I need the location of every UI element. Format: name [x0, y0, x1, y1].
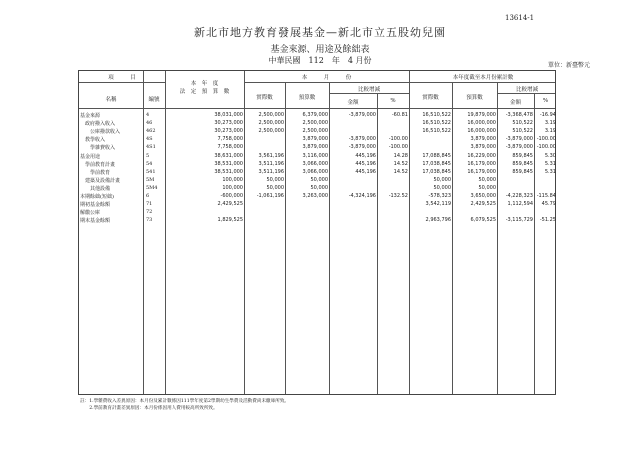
cell-m-budget: 3,879,000 — [302, 144, 328, 151]
header-month-actual: 實際數 — [256, 95, 273, 101]
cell-m-actual: 50,000 — [266, 176, 284, 183]
cell-m-budget: 50,000 — [310, 184, 328, 191]
cell-code: 71 — [146, 201, 153, 208]
cell-m-amount: 445,196 — [355, 160, 376, 167]
row-divider — [329, 93, 409, 94]
cell-c-budget: 16,000,000 — [467, 120, 496, 127]
cell-name: 其他設備 — [90, 185, 111, 192]
cell-name: 解繳公庫 — [80, 210, 101, 217]
cell-c-actual: 17,088,845 — [422, 152, 451, 159]
cell-m-actual: 2,500,000 — [258, 120, 284, 127]
cell-code: 46 — [146, 120, 153, 127]
cell-m-amount: -4,324,196 — [348, 193, 376, 199]
cell-m-amount: -3,879,000 — [348, 136, 376, 143]
cell-m-budget: 3,066,000 — [302, 160, 328, 167]
cell-m-pct: 14.52 — [393, 168, 408, 175]
row-divider — [497, 93, 555, 94]
header-cumulative: 本年度截至本月份累計數 — [452, 75, 514, 81]
cell-budget: 100,000 — [222, 184, 243, 191]
cell-name: 學雜費收入 — [90, 145, 116, 152]
cell-c-pct: 45.79 — [541, 201, 556, 208]
cell-m-actual: 2,500,000 — [258, 128, 284, 135]
cell-m-actual: 50,000 — [266, 184, 284, 191]
cell-c-actual: 50,000 — [433, 184, 451, 191]
cell-c-amount: 859,845 — [512, 152, 533, 159]
cell-c-actual: 2,963,796 — [425, 217, 451, 224]
cell-budget: 38,631,000 — [214, 152, 243, 159]
cell-m-budget: 6,379,000 — [302, 112, 328, 118]
cell-c-amount: -4,228,323 — [505, 193, 533, 199]
row-divider — [79, 82, 165, 83]
cell-budget: 1,829,525 — [217, 217, 243, 224]
cell-c-budget: 2,429,525 — [470, 201, 496, 208]
report-period: 中華民國 112 年 4 月份 — [268, 56, 372, 65]
header-cum-percent: % — [542, 98, 549, 104]
cell-c-budget: 3,879,000 — [470, 136, 496, 143]
cell-c-amount: -3,879,000 — [505, 136, 533, 143]
cell-m-budget: 3,263,000 — [302, 193, 328, 199]
row-divider — [244, 82, 555, 83]
footnote-2: 2.學前教育計畫差異原因：本月份係因用人費用較高所致所致。 — [80, 406, 218, 411]
cell-budget: -600,000 — [220, 193, 243, 199]
cell-name: 政府撥入收入 — [85, 121, 116, 128]
cell-c-amount: 510,522 — [512, 128, 533, 135]
cell-budget: 30,273,000 — [214, 120, 243, 127]
report-subtitle: 基金來源、用途及餘絀表 — [270, 45, 370, 55]
cell-c-pct: 5.31 — [544, 168, 556, 175]
cell-c-budget: 16,229,000 — [467, 152, 496, 159]
cell-c-budget: 19,879,000 — [467, 112, 496, 118]
header-cum-actual: 實際數 — [422, 95, 439, 101]
header-cum-estimate: 預算數 — [466, 95, 483, 101]
cell-c-budget: 3,650,000 — [470, 193, 496, 199]
header-code: 編號 — [148, 97, 160, 103]
cell-c-amount: -3,115,729 — [505, 217, 533, 224]
header-month-compare: 比較增減 — [357, 87, 380, 93]
cell-c-pct: 5.31 — [544, 160, 556, 167]
cell-m-pct: 14.52 — [393, 160, 408, 167]
cell-m-budget: 3,066,000 — [302, 168, 328, 175]
cell-m-budget: 3,879,000 — [302, 136, 328, 143]
cell-c-actual: 16,510,522 — [422, 128, 451, 135]
cell-m-actual: 3,511,196 — [258, 168, 284, 175]
cell-code: 4 — [146, 112, 150, 118]
cell-name: 教學收入 — [85, 137, 106, 144]
cell-c-actual: 17,038,845 — [422, 168, 451, 175]
cell-m-amount: 445,196 — [355, 168, 376, 175]
cell-c-pct: -51.25 — [539, 217, 556, 224]
cell-code: 54 — [146, 160, 153, 167]
cell-name: 學前教育 — [90, 169, 111, 176]
cell-m-amount: 445,196 — [355, 152, 376, 159]
cell-code: 72 — [146, 209, 153, 216]
cell-c-amount: -3,879,000 — [505, 144, 533, 151]
cell-c-amount: 859,845 — [512, 168, 533, 175]
header-month: 本 月 份 — [301, 75, 352, 81]
cell-c-pct: -16.94 — [539, 112, 556, 118]
cell-name: 期初基金餘額 — [80, 202, 111, 209]
header-name: 名稱 — [105, 97, 117, 103]
cell-c-actual: 17,038,845 — [422, 160, 451, 167]
header-month-estimate: 預算數 — [298, 95, 316, 101]
cell-c-budget: 50,000 — [478, 176, 496, 183]
document-code: 13614-1 — [505, 14, 535, 22]
cell-m-budget: 3,116,000 — [302, 152, 328, 159]
cell-c-budget: 16,179,000 — [467, 160, 496, 167]
header-bottom-line — [79, 108, 555, 109]
cell-m-budget: 2,500,000 — [302, 120, 328, 127]
cell-code: 4S — [146, 136, 153, 143]
cell-c-amount: -3,368,478 — [505, 112, 533, 118]
cell-c-pct: -100.00 — [536, 136, 556, 143]
cell-code: 5 — [146, 152, 150, 159]
cell-c-pct: -100.00 — [536, 144, 556, 151]
col-divider — [329, 82, 330, 394]
cell-code: 5M4 — [146, 184, 158, 191]
cell-name: 基金用途 — [80, 153, 101, 160]
cell-c-budget: 16,179,000 — [467, 168, 496, 175]
cell-code: 6 — [146, 193, 150, 199]
cell-c-amount: 510,522 — [512, 120, 533, 127]
cell-m-amount: -3,879,000 — [348, 112, 376, 118]
cell-m-actual: 3,561,196 — [258, 152, 284, 159]
financial-table — [78, 70, 556, 395]
cell-m-budget: 2,500,000 — [302, 128, 328, 135]
cell-m-actual: -1,061,196 — [256, 193, 284, 199]
cell-budget: 38,531,000 — [214, 168, 243, 175]
cell-name: 基金來源 — [80, 113, 101, 119]
header-cum-amount: 金額 — [509, 100, 521, 106]
cell-c-pct: 3.19 — [544, 120, 556, 127]
cell-name: 本期餘絀(短絀) — [80, 194, 114, 200]
header-month-percent: % — [390, 98, 396, 104]
cell-name: 公庫撥款收入 — [90, 129, 121, 136]
cell-c-amount: 859,845 — [512, 160, 533, 167]
cell-m-actual: 3,511,196 — [258, 160, 284, 167]
footnotes — [80, 398, 289, 412]
cell-c-actual: -578,323 — [428, 193, 451, 199]
cell-budget: 38,531,000 — [214, 160, 243, 167]
cell-c-actual: 16,510,522 — [422, 112, 451, 118]
cell-c-actual: 3,542,119 — [425, 201, 451, 208]
cell-c-pct: 3.19 — [544, 128, 556, 135]
cell-c-budget: 16,000,000 — [467, 128, 496, 135]
currency-unit: 單位：新臺幣元 — [548, 62, 591, 69]
cell-c-pct: 5.30 — [544, 152, 556, 159]
cell-name: 學前教育計畫 — [85, 161, 116, 168]
cell-c-actual: 50,000 — [433, 176, 451, 183]
cell-m-amount: -3,879,000 — [348, 144, 376, 151]
cell-m-actual: 2,500,000 — [258, 112, 284, 118]
header-item: 項 目 — [108, 75, 136, 81]
report-title: 新北市地方教育發展基金—新北市立五股幼兒園 — [194, 26, 446, 39]
cell-m-pct: -100.00 — [388, 136, 408, 143]
cell-budget: 30,273,000 — [214, 128, 243, 135]
header-budget: 本 年 度 法 定 預 算 數 — [179, 81, 230, 95]
cell-c-amount: 1,112,594 — [507, 201, 533, 208]
cell-budget: 38,031,000 — [214, 112, 243, 118]
cell-m-pct: 14.28 — [393, 152, 408, 159]
cell-c-budget: 6,079,525 — [470, 217, 496, 224]
header-cum-compare: 比較增減 — [515, 87, 538, 93]
cell-code: 4S1 — [146, 144, 156, 151]
cell-c-actual: 16,510,522 — [422, 120, 451, 127]
cell-c-budget: 3,879,000 — [470, 144, 496, 151]
cell-m-budget: 50,000 — [310, 176, 328, 183]
cell-budget: 100,000 — [222, 176, 243, 183]
footnote-1: 註：1.學雜費收入差異原因：本月份及累計數係因111學年度第2學期幼生學費及活動費尚未繳庫所致。 — [80, 399, 290, 404]
cell-name: 期末基金餘額 — [80, 218, 111, 225]
cell-budget: 7,758,000 — [217, 144, 243, 151]
header-month-amount: 金額 — [347, 100, 359, 106]
cell-code: 541 — [146, 168, 156, 175]
cell-m-pct: -132.52 — [388, 193, 408, 199]
cell-code: 5M — [146, 176, 155, 183]
cell-code: 73 — [146, 217, 153, 224]
cell-c-budget: 50,000 — [478, 184, 496, 191]
cell-m-pct: -60.81 — [391, 112, 408, 118]
cell-name: 建築及設備計畫 — [85, 177, 121, 184]
cell-code: 462 — [146, 128, 156, 135]
cell-budget: 2,429,525 — [217, 201, 243, 208]
cell-budget: 7,758,000 — [217, 136, 243, 143]
cell-c-pct: -115.84 — [536, 193, 556, 199]
cell-m-pct: -100.00 — [388, 144, 408, 151]
